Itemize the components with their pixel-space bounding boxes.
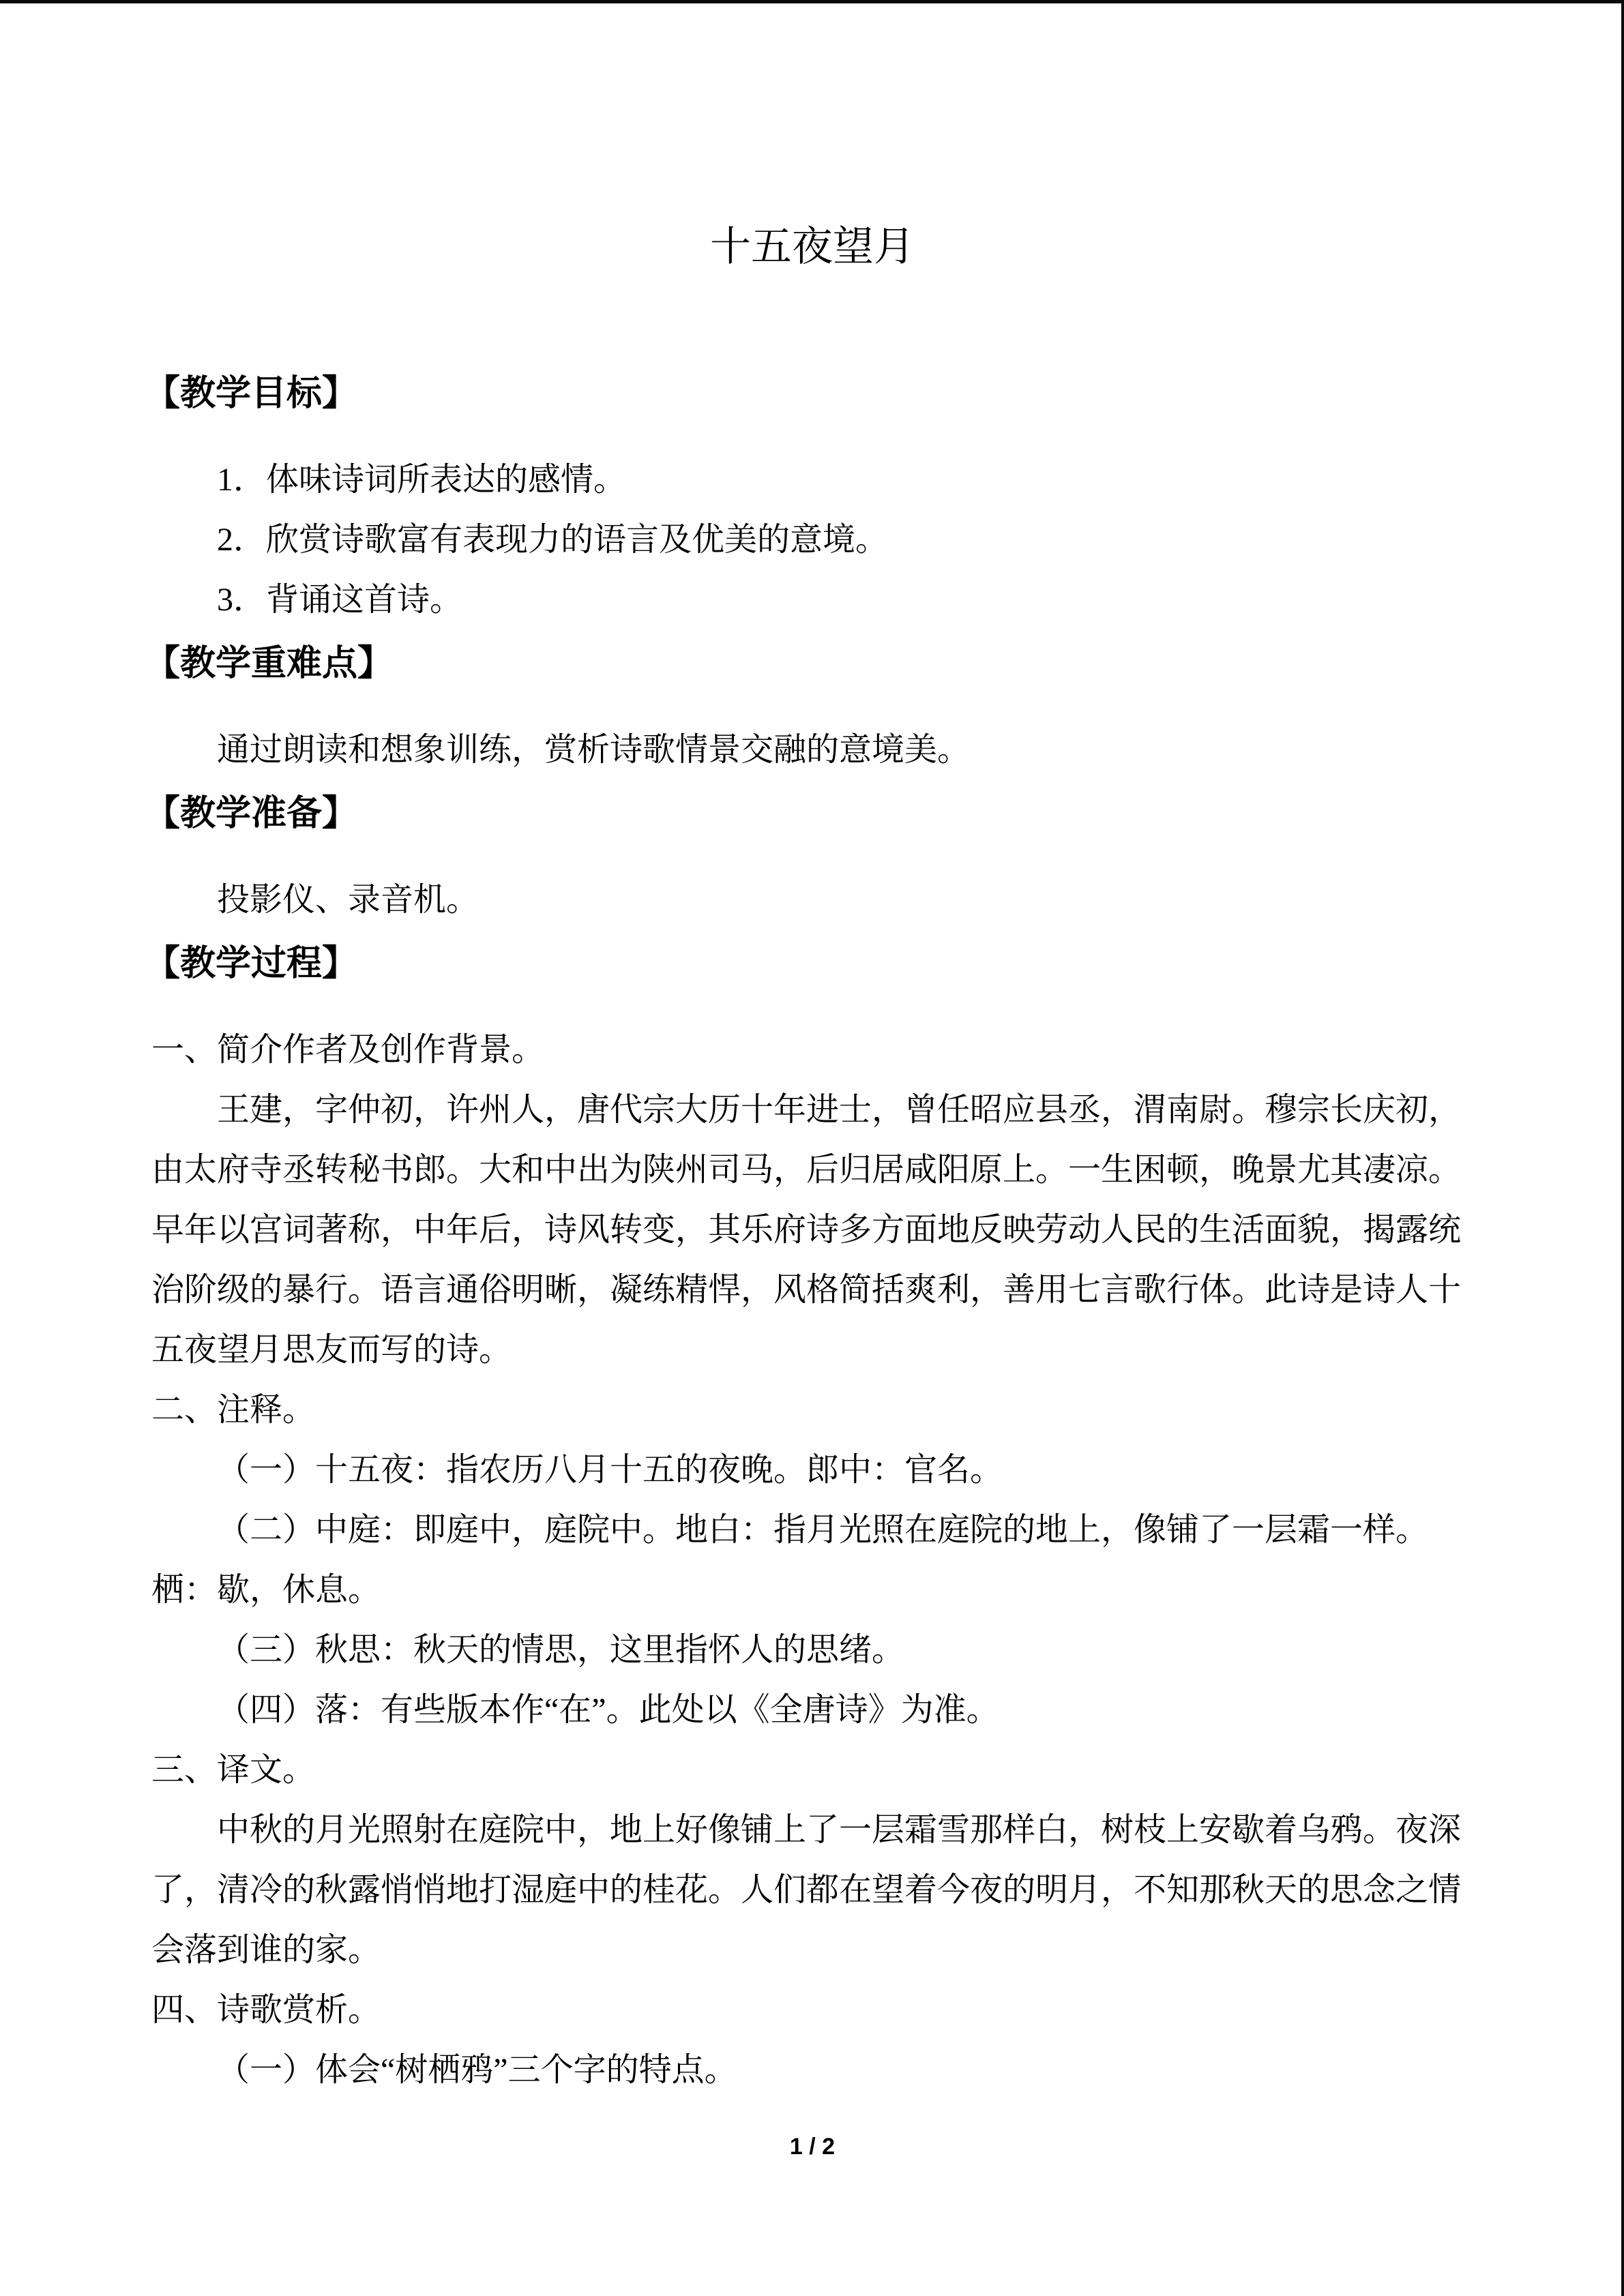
process-line-12: （四）落：有些版本作“在”。此处以《全唐诗》为准。 (217, 1692, 999, 1728)
heading-teaching-preparation: 【教学准备】 (145, 794, 358, 833)
process-line-2: 王建，字仲初，许州人，唐代宗大历十年进士，曾任昭应县丞，渭南尉。穆宗长庆初， (217, 1092, 1462, 1128)
process-line-18: （一）体会“树栖鸦”三个字的特点。 (217, 2052, 737, 2088)
goal-item-3: 3．背诵这首诗。 (217, 582, 463, 618)
process-line-16: 会落到谁的家。 (151, 1932, 381, 1968)
process-line-13: 三、译文。 (151, 1752, 316, 1788)
process-line-1: 一、简介作者及创作背景。 (151, 1032, 545, 1068)
process-line-11: （三）秋思：秋天的情思，这里指怀人的思绪。 (217, 1632, 905, 1668)
heading-teaching-goals: 【教学目标】 (145, 374, 358, 413)
process-line-4: 早年以宫词著称，中年后，诗风转变，其乐府诗多方面地反映劳动人民的生活面貌，揭露统 (151, 1212, 1462, 1248)
page-top-edge (0, 0, 1624, 3)
heading-key-difficult-points: 【教学重难点】 (145, 644, 394, 683)
process-line-9: （二）中庭：即庭中，庭院中。地白：指月光照在庭院的地上，像铺了一层霜一样。 (217, 1512, 1429, 1548)
goal-item-1: 1．体味诗词所表达的感情。 (217, 462, 627, 498)
process-line-15: 了，清冷的秋露悄悄地打湿庭中的桂花。人们都在望着今夜的明月，不知那秋天的思念之情 (151, 1872, 1462, 1908)
process-line-5: 治阶级的暴行。语言通俗明晰，凝练精悍，风格简括爽利，善用七言歌行体。此诗是诗人十 (151, 1272, 1462, 1308)
process-line-6: 五夜望月思友而写的诗。 (151, 1332, 512, 1368)
process-line-14: 中秋的月光照射在庭院中，地上好像铺上了一层霜雪那样白，树枝上安歇着乌鸦。夜深 (217, 1812, 1462, 1848)
key-points-text: 通过朗读和想象训练，赏析诗歌情景交融的意境美。 (217, 732, 971, 768)
process-line-8: （一）十五夜：指农历八月十五的夜晚。郎中：官名。 (217, 1452, 1003, 1488)
document-title: 十五夜望月 (710, 224, 915, 269)
process-line-3: 由太府寺丞转秘书郎。大和中出为陕州司马，后归居咸阳原上。一生困顿，晚景尤其凄凉。 (151, 1152, 1462, 1188)
preparation-text: 投影仪、录音机。 (217, 882, 479, 918)
page-right-edge (1621, 0, 1624, 2296)
process-line-7: 二、注释。 (151, 1392, 316, 1428)
heading-teaching-process: 【教学过程】 (145, 944, 358, 983)
process-line-17: 四、诗歌赏析。 (151, 1992, 381, 2028)
page-number: 1 / 2 (789, 2134, 836, 2160)
process-line-10: 栖：歇，休息。 (151, 1572, 381, 1608)
goal-item-2: 2．欣赏诗歌富有表现力的语言及优美的意境。 (217, 522, 889, 558)
